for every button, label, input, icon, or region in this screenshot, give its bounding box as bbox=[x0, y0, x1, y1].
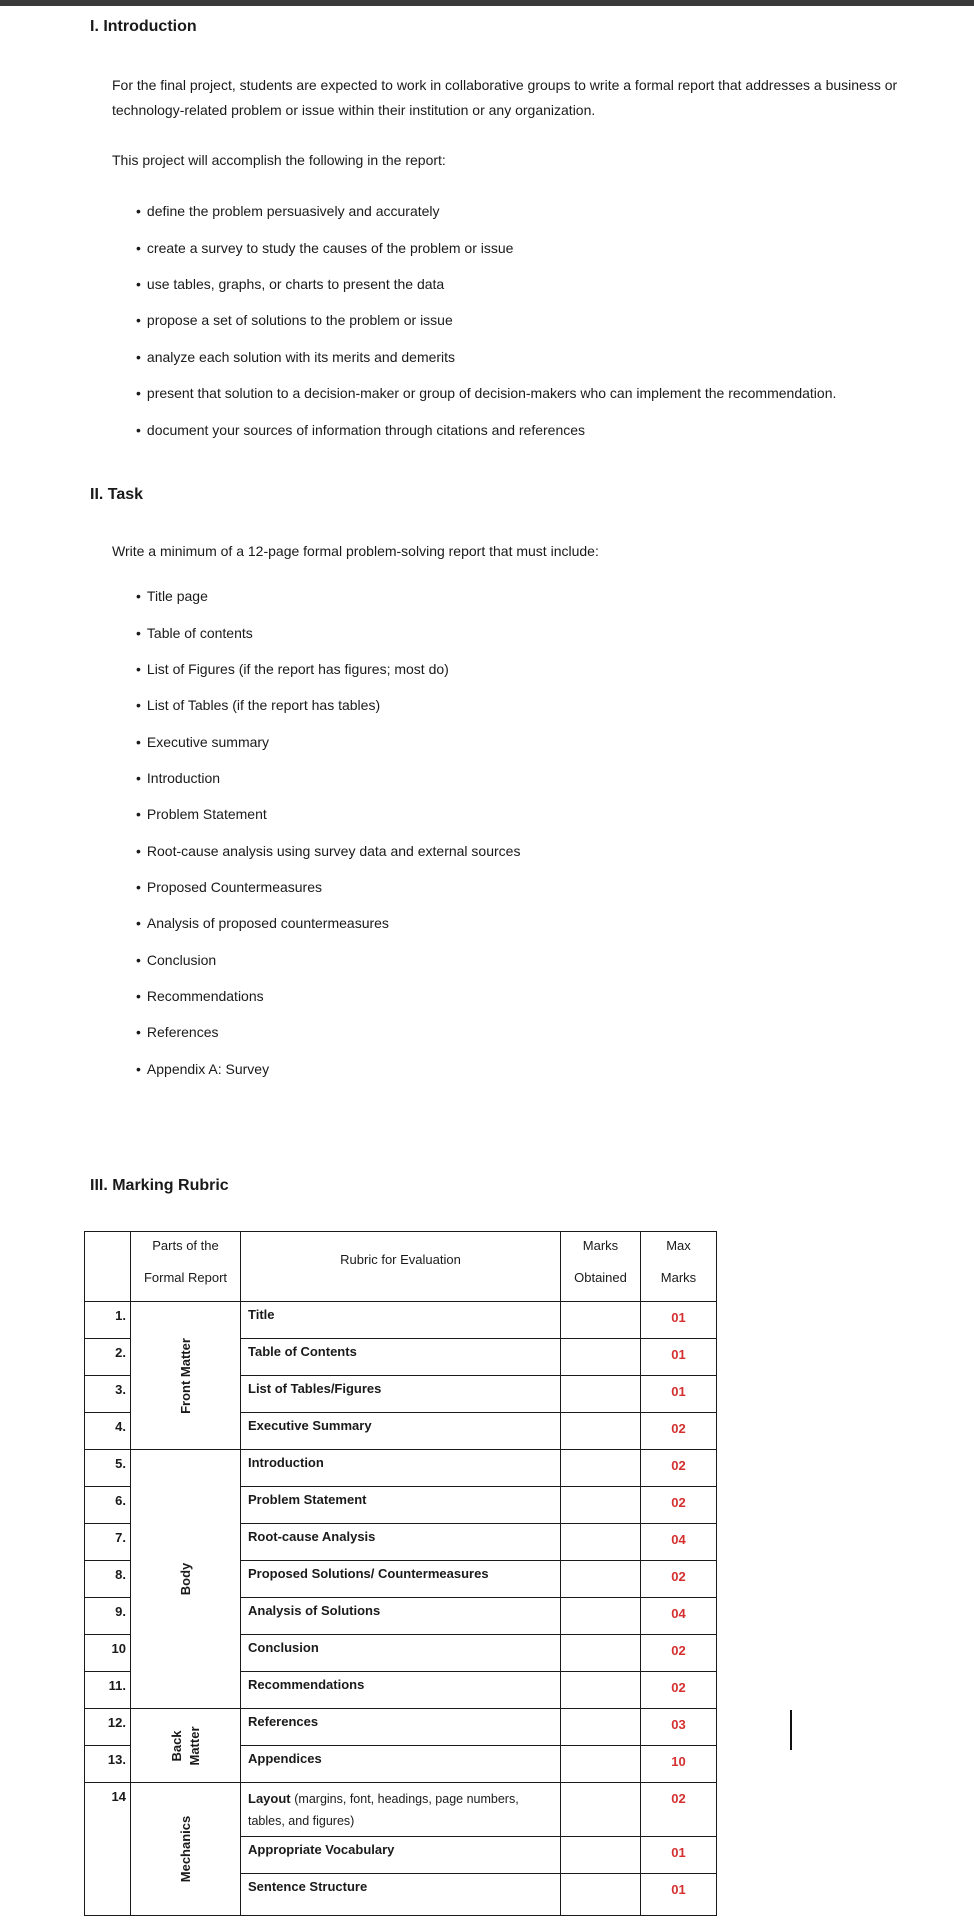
rubric-item: Recommendations bbox=[241, 1672, 561, 1709]
marks-obtained-cell[interactable] bbox=[561, 1524, 641, 1561]
task-bullet: • References bbox=[136, 1024, 219, 1040]
max-marks: 04 bbox=[641, 1598, 717, 1635]
rubric-item: Title bbox=[241, 1302, 561, 1339]
intro-bullet: • propose a set of solutions to the problem or issue bbox=[136, 312, 453, 328]
rubric-item: Introduction bbox=[241, 1450, 561, 1487]
marking-rubric-heading: III. Marking Rubric bbox=[90, 1177, 229, 1194]
marks-obtained-cell[interactable] bbox=[561, 1635, 641, 1672]
row-number: 7. bbox=[85, 1524, 131, 1561]
rubric-item: Proposed Solutions/ Countermeasures bbox=[241, 1561, 561, 1598]
rubric-table bbox=[84, 1231, 717, 1916]
max-marks: 02 bbox=[641, 1413, 717, 1450]
max-marks: 03 bbox=[641, 1709, 717, 1746]
max-marks: 01 bbox=[641, 1837, 717, 1874]
max-marks: 04 bbox=[641, 1524, 717, 1561]
max-marks: 02 bbox=[641, 1635, 717, 1672]
intro-paragraph-1: For the final project, students are expected to work in collaborative groups to write a formal report that addresses a business or technology-related problem or issue within their institution or any organization. bbox=[112, 77, 898, 118]
intro-bullet: • use tables, graphs, or charts to present the data bbox=[136, 276, 444, 292]
rubric-item: Conclusion bbox=[241, 1635, 561, 1672]
task-bullet: • Appendix A: Survey bbox=[136, 1061, 269, 1077]
task-bullet: • Executive summary bbox=[136, 734, 269, 750]
max-marks: 01 bbox=[641, 1874, 717, 1916]
max-marks: 02 bbox=[641, 1450, 717, 1487]
intro-bullet: • create a survey to study the causes of the problem or issue bbox=[136, 240, 513, 256]
group-body bbox=[131, 1450, 241, 1709]
max-marks: 02 bbox=[641, 1561, 717, 1598]
rubric-item: Root-cause Analysis bbox=[241, 1524, 561, 1561]
max-marks: 10 bbox=[641, 1746, 717, 1783]
row-number: 5. bbox=[85, 1450, 131, 1487]
row-number: 3. bbox=[85, 1376, 131, 1413]
row-number: 13. bbox=[85, 1746, 131, 1783]
header-obtained-cell: Marks Obtained bbox=[561, 1232, 641, 1302]
rubric-item: Appendices bbox=[241, 1746, 561, 1783]
row-number: 10 bbox=[85, 1635, 131, 1672]
row-number: 6. bbox=[85, 1487, 131, 1524]
marks-obtained-cell[interactable] bbox=[561, 1302, 641, 1339]
group-back-matter bbox=[131, 1709, 241, 1783]
header-max-cell: Max Marks bbox=[641, 1232, 717, 1302]
rubric-header-row bbox=[85, 1232, 717, 1302]
group-front-matter bbox=[131, 1302, 241, 1450]
row-number: 14 bbox=[85, 1783, 131, 1916]
marks-obtained-cell[interactable] bbox=[561, 1874, 641, 1916]
row-number: 9. bbox=[85, 1598, 131, 1635]
header-rubric-cell: Rubric for Evaluation bbox=[241, 1232, 561, 1302]
table-row bbox=[85, 1450, 717, 1487]
intro-bullet: • document your sources of information through citations and references bbox=[136, 422, 585, 438]
marks-obtained-cell[interactable] bbox=[561, 1672, 641, 1709]
max-marks: 02 bbox=[641, 1672, 717, 1709]
task-bullet: • Analysis of proposed countermeasures bbox=[136, 915, 389, 931]
rubric-item: Appropriate Vocabulary bbox=[241, 1837, 561, 1874]
task-bullet: • List of Tables (if the report has tables) bbox=[136, 697, 380, 713]
rubric-item: Sentence Structure bbox=[241, 1874, 561, 1916]
table-row bbox=[85, 1709, 717, 1746]
row-number: 1. bbox=[85, 1302, 131, 1339]
header-number-cell bbox=[85, 1232, 131, 1302]
row-number: 8. bbox=[85, 1561, 131, 1598]
max-marks: 01 bbox=[641, 1339, 717, 1376]
task-paragraph: Write a minimum of a 12-page formal problem-solving report that must include: bbox=[112, 543, 599, 559]
table-row bbox=[85, 1783, 717, 1837]
marks-obtained-cell[interactable] bbox=[561, 1376, 641, 1413]
marks-obtained-cell[interactable] bbox=[561, 1450, 641, 1487]
task-heading: II. Task bbox=[90, 486, 144, 503]
task-bullet: • List of Figures (if the report has figures; most do) bbox=[136, 661, 449, 677]
rubric-item: Problem Statement bbox=[241, 1487, 561, 1524]
task-bullet: • Problem Statement bbox=[136, 806, 267, 822]
top-border bbox=[0, 0, 974, 6]
marks-obtained-cell[interactable] bbox=[561, 1598, 641, 1635]
max-marks: 01 bbox=[641, 1376, 717, 1413]
task-bullet: • Title page bbox=[136, 588, 208, 604]
marks-obtained-cell[interactable] bbox=[561, 1561, 641, 1598]
marks-obtained-cell[interactable] bbox=[561, 1783, 641, 1837]
group-label: Mechanics bbox=[177, 1815, 193, 1883]
marks-obtained-cell[interactable] bbox=[561, 1837, 641, 1874]
marks-obtained-cell[interactable] bbox=[561, 1746, 641, 1783]
introduction-heading: I. Introduction bbox=[90, 18, 197, 35]
group-label: Front Matter bbox=[177, 1337, 193, 1414]
group-label: Back Matter bbox=[168, 1725, 202, 1766]
task-bullet: • Conclusion bbox=[136, 952, 216, 968]
task-bullet: • Root-cause analysis using survey data and external sources bbox=[136, 843, 520, 859]
max-marks: 01 bbox=[641, 1302, 717, 1339]
group-label: Body bbox=[177, 1562, 193, 1596]
text-cursor bbox=[790, 1710, 792, 1750]
rubric-item: Executive Summary bbox=[241, 1413, 561, 1450]
row-number: 2. bbox=[85, 1339, 131, 1376]
row-number: 4. bbox=[85, 1413, 131, 1450]
group-mechanics bbox=[131, 1783, 241, 1916]
marks-obtained-cell[interactable] bbox=[561, 1709, 641, 1746]
marks-obtained-cell[interactable] bbox=[561, 1487, 641, 1524]
task-bullet: • Proposed Countermeasures bbox=[136, 879, 322, 895]
table-row bbox=[85, 1302, 717, 1339]
rubric-item: References bbox=[241, 1709, 561, 1746]
rubric-item-layout: Layout (margins, font, headings, page numbers, tables, and figures) bbox=[241, 1783, 561, 1837]
row-number: 12. bbox=[85, 1709, 131, 1746]
max-marks: 02 bbox=[641, 1487, 717, 1524]
task-bullet: • Table of contents bbox=[136, 625, 253, 641]
task-bullet: • Introduction bbox=[136, 770, 220, 786]
rubric-item: Table of Contents bbox=[241, 1339, 561, 1376]
intro-paragraph-2: This project will accomplish the following in the report: bbox=[112, 152, 446, 168]
marks-obtained-cell[interactable] bbox=[561, 1339, 641, 1376]
header-parts-cell: Parts of the Formal Report bbox=[131, 1232, 241, 1302]
marks-obtained-cell[interactable] bbox=[561, 1413, 641, 1450]
row-number: 11. bbox=[85, 1672, 131, 1709]
intro-bullet: • present that solution to a decision-maker or group of decision-makers who can implement the recommendation. bbox=[136, 385, 836, 401]
max-marks: 02 bbox=[641, 1783, 717, 1837]
intro-bullet: • define the problem persuasively and accurately bbox=[136, 203, 440, 219]
intro-bullet: • analyze each solution with its merits and demerits bbox=[136, 349, 455, 365]
task-bullet: • Recommendations bbox=[136, 988, 264, 1004]
rubric-item: List of Tables/Figures bbox=[241, 1376, 561, 1413]
rubric-item: Analysis of Solutions bbox=[241, 1598, 561, 1635]
